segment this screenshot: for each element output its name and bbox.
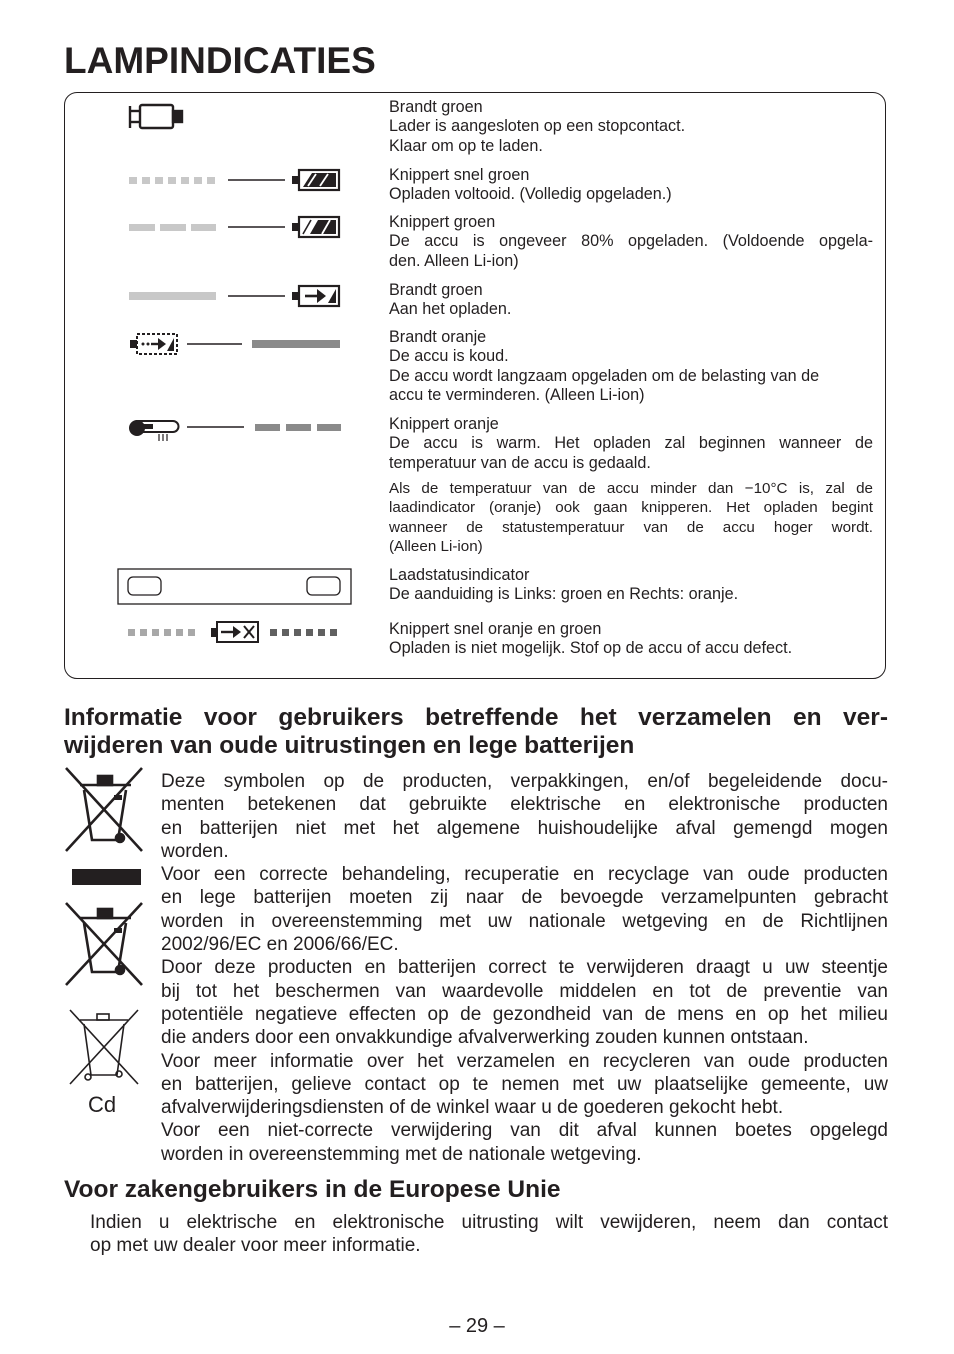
text-line: menten betekenen dat gebruikte elektrische en elektronische producten: [161, 794, 888, 816]
lamp-row-7-text: [389, 566, 873, 605]
lamp-status: Brandt groen: [389, 98, 483, 116]
info-paragraph: [161, 956, 888, 1049]
lamp-description: den. Alleen Li-ion): [389, 251, 519, 270]
lamp-row-8-text: [389, 620, 873, 659]
fast-blink-dots-right: [270, 629, 337, 636]
lamp-row-2-text: [389, 166, 873, 205]
text-line: worden.: [161, 840, 229, 862]
crossed-out-bin-icon: [66, 903, 142, 985]
blink-dashes: [129, 224, 216, 231]
lamp-row-6-text: [389, 415, 873, 473]
fast-blink-dots-left: [128, 629, 195, 636]
lamp-row-5-text: [389, 328, 873, 406]
steady-orange-bar: [252, 340, 340, 348]
lamp-description: Opladen voltooid. (Volledig opgeladen.): [389, 185, 672, 204]
lamp-note: laadindicator (oranje) ook gaan knipperen. Het opladen begint: [389, 499, 873, 517]
text-line: Door deze producten en batterijen correct te verwijderen draagt u uw steentje: [161, 957, 888, 979]
lamp-status: Brandt oranje: [389, 328, 487, 346]
lamp-status: Brandt groen: [389, 281, 483, 299]
business-body: [90, 1211, 888, 1258]
charge-status-indicator-icon: [118, 569, 351, 604]
text-line: en lege batterijen moeten zij naar de bevoegde verzamelpunten gebracht: [161, 887, 888, 909]
text-line: Voor een niet-correcte verwijdering van dit afval kunnen boetes opgelegd: [161, 1120, 888, 1142]
lamp-row-1-text: [389, 98, 873, 156]
info-title-line: Informatie voor gebruikers betreffende het verzamelen en ver-: [64, 704, 888, 731]
battery-cold-icon: [130, 334, 177, 354]
battery-error-icon: [211, 622, 258, 642]
text-line: Voor meer informatie over het verzamelen en recycleren van oude producten: [161, 1050, 888, 1072]
lamp-description: De accu wordt langzaam opgeladen om de belasting van de: [389, 366, 820, 385]
lamp-description: De aanduiding is Links: groen en Rechts: oranje.: [389, 585, 739, 604]
text-line: en batterijen niet met het algemene huishoudelijke afval gemengd mogen: [161, 817, 888, 839]
lamp-note: wanneer de statustemperatuur van de accu hoger wordt.: [389, 518, 873, 536]
battery-charging-icon: [292, 286, 339, 306]
blink-orange-dashes: [255, 424, 341, 431]
info-paragraph: [161, 863, 888, 956]
text-line: worden in overeenstemming met de nationale wetgeving.: [161, 1143, 642, 1165]
steady-bar: [129, 292, 216, 300]
text-line: en batterijen, gelieve contact op te nemen met uw plaatselijke gemeente, uw: [161, 1073, 888, 1095]
lamp-description: accu te verminderen. (Alleen Li-ion): [389, 386, 645, 405]
lamp-description: De accu is ongeveer 80% opgeladen. (Voldoende opgela-: [389, 232, 873, 251]
crossed-out-bin-icon: [66, 768, 142, 851]
info-body: [161, 770, 888, 1166]
lamp-status: Knippert groen: [389, 213, 496, 231]
charger-plug-icon: [130, 105, 182, 128]
lamp-row-4-text: [389, 281, 873, 320]
info-section-title: [64, 704, 888, 759]
lamp-description: De accu is koud.: [389, 347, 509, 366]
lamp-status: Knippert snel oranje en groen: [389, 620, 602, 638]
lamp-status: Knippert oranje: [389, 415, 499, 433]
page-title: LAMPINDICATIES: [64, 40, 376, 81]
battery-80-icon: [292, 217, 339, 237]
lamp-row-6-extra-text: [389, 479, 873, 557]
crossed-out-bin-battery-icon: [70, 1010, 138, 1084]
text-line: op met uw dealer voor meer informatie.: [90, 1235, 421, 1257]
lamp-note: (Alleen Li-ion): [389, 538, 483, 556]
text-line: Deze symbolen op de producten, verpakkingen, en/of begeleidende docu-: [161, 771, 888, 792]
fast-blink-dots: [129, 177, 215, 184]
lamp-row-3-text: [389, 213, 873, 271]
text-line: afvalverwijderingsdiensten of de winkel waar u de goederen gekocht hebt.: [161, 1097, 784, 1119]
lamp-description: temperatuur van de accu is gedaald.: [389, 453, 651, 472]
text-line: die anders door een onvakkundige afvalverwerking zouden kunnen ontstaan.: [161, 1027, 809, 1049]
lamp-status: Knippert snel groen: [389, 166, 530, 184]
page-number: – 29 –: [449, 1315, 505, 1337]
lamp-description: De accu is warm. Het opladen zal beginnen wanneer de: [389, 434, 873, 453]
info-paragraph: [161, 1119, 888, 1166]
thermometer-icon: [129, 420, 179, 441]
text-line: 2002/96/EC en 2006/66/EC.: [161, 934, 399, 956]
lamp-description: Klaar om op te laden.: [389, 136, 543, 155]
lamp-description: Opladen is niet mogelijk. Stof op de accu of accu defect.: [389, 639, 793, 658]
text-line: worden in overeenstemming met uw nationale wetgeving en de Richtlijnen: [161, 910, 888, 932]
business-section-title: Voor zakengebruikers in de Europese Unie: [64, 1176, 561, 1203]
info-paragraph: [161, 770, 888, 863]
solid-bar: [72, 869, 141, 885]
lamp-note: Als de temperatuur van de accu minder dan −10°C is, zal de: [389, 480, 873, 497]
info-title-line: wijderen van oude uitrustingen en lege batterijen: [64, 731, 635, 759]
text-line: Voor een correcte behandeling, recuperatie en recyclage van oude producten: [161, 864, 888, 886]
lamp-description: Aan het opladen.: [389, 300, 512, 319]
cd-label: Cd: [88, 1092, 117, 1117]
info-paragraph: [161, 1050, 888, 1120]
text-line: Indien u elektrische en elektronische uitrusting wilt vewijderen, neem dan contact: [90, 1212, 888, 1233]
text-line: potentiële negatieve effecten op de gezondheid van de mens en op het milieu: [161, 1003, 888, 1025]
lamp-status: Laadstatusindicator: [389, 566, 530, 584]
battery-full-icon: [292, 170, 339, 190]
lamp-description: Lader is aangesloten op een stopcontact.: [389, 117, 686, 136]
text-line: bij tot het beschermen van waardevolle middelen en tot de preventie van: [161, 980, 888, 1002]
